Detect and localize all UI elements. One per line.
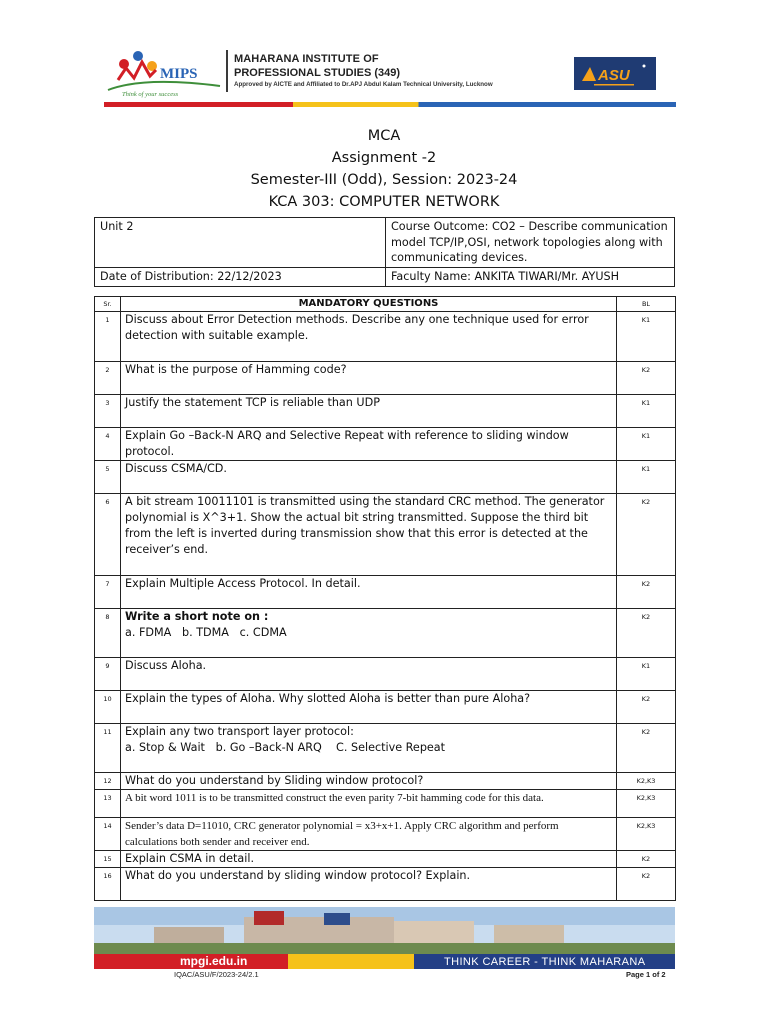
- assignment-title: Assignment -2: [331, 150, 437, 166]
- institute-name-line1: MAHARANA INSTITUTE OF: [234, 53, 379, 65]
- question-text: [121, 724, 617, 773]
- question-text: Explain Go –Back-N ARQ and Selective Repeat with reference to sliding window protocol.: [121, 428, 617, 461]
- table-header-row: [95, 297, 676, 312]
- question-text: Explain CSMA in detail.: [121, 851, 617, 868]
- question-text: Discuss CSMA/CD.: [121, 461, 617, 494]
- question-number: 13: [95, 790, 121, 818]
- bloom-level: K1: [617, 428, 676, 461]
- question-text: What is the purpose of Hamming code?: [121, 362, 617, 395]
- question-text: Justify the statement TCP is reliable than UDP: [121, 395, 617, 428]
- question-row: [95, 691, 676, 724]
- question-row: [95, 868, 676, 901]
- date-cell: Date of Distribution: 22/12/2023: [95, 268, 386, 287]
- question-number: 9: [95, 658, 121, 691]
- bloom-level: K1: [617, 461, 676, 494]
- program-title: MCA: [367, 128, 401, 144]
- bloom-level: K1: [617, 658, 676, 691]
- bl-header: BL: [617, 297, 676, 312]
- unit-cell: Unit 2: [95, 218, 386, 268]
- faculty-cell: Faculty Name: ANKITA TIWARI/Mr. AYUSH: [386, 268, 675, 287]
- question-text: What do you understand by sliding window protocol? Explain.: [121, 868, 617, 901]
- question-number: 6: [95, 494, 121, 576]
- question-options: a. FDMA b. TDMA c. CDMA: [125, 626, 287, 639]
- question-text: A bit stream 10011101 is transmitted using the standard CRC method. The generator polynomial is X^3+1. Show the actual bit string transmitted. Suppose the third bit from the left is inverted during transmission show that this error is detected at the receiver’s end.: [121, 494, 617, 576]
- question-text: Sender’s data D=11010, CRC generator polynomial = x3+x+1. Apply CRC algorithm and perform calculations both sender and receiver end.: [121, 818, 617, 851]
- bloom-level: K2,K3: [617, 790, 676, 818]
- question-number: 8: [95, 609, 121, 658]
- question-heading: Write a short note on :: [125, 610, 269, 623]
- bloom-level: K2: [617, 576, 676, 609]
- question-heading: Explain any two transport layer protocol:: [125, 725, 354, 738]
- approval-text: Approved by AICTE and Affiliated to Dr.APJ Abdul Kalam Technical University, Lucknow: [234, 81, 493, 88]
- question-row: [95, 494, 676, 576]
- question-row: [95, 658, 676, 691]
- bloom-level: K2,K3: [617, 773, 676, 790]
- course-code-title: KCA 303: COMPUTER NETWORK: [268, 194, 500, 210]
- institute-name-line2: PROFESSIONAL STUDIES (349): [234, 67, 401, 79]
- question-number: 7: [95, 576, 121, 609]
- question-number: 4: [95, 428, 121, 461]
- question-row: [95, 395, 676, 428]
- bloom-level: K2: [617, 851, 676, 868]
- bloom-level: K2: [617, 691, 676, 724]
- bloom-level: K2,K3: [617, 818, 676, 851]
- question-number: 1: [95, 312, 121, 362]
- document-reference: IQAC/ASU/F/2023-24/2.1: [174, 970, 259, 979]
- question-row: [95, 461, 676, 494]
- question-options: a. Stop & Wait b. Go –Back-N ARQ C. Selective Repeat: [125, 741, 446, 754]
- bloom-level: K2: [617, 494, 676, 576]
- question-row: [95, 818, 676, 851]
- question-number: 3: [95, 395, 121, 428]
- question-number: 14: [95, 818, 121, 851]
- bloom-level: K2: [617, 609, 676, 658]
- question-number: 11: [95, 724, 121, 773]
- page-number: Page 1 of 2: [626, 970, 666, 979]
- header-divider: [226, 50, 228, 92]
- campus-image: [94, 907, 675, 955]
- question-row: [95, 312, 676, 362]
- bloom-level: K2: [617, 362, 676, 395]
- question-number: 10: [95, 691, 121, 724]
- question-text: Explain Multiple Access Protocol. In detail.: [121, 576, 617, 609]
- question-row: [95, 773, 676, 790]
- question-text: What do you understand by Sliding window protocol?: [121, 773, 617, 790]
- question-text: Explain the types of Aloha. Why slotted Aloha is better than pure Aloha?: [121, 691, 617, 724]
- svg-text:ASU: ASU: [598, 67, 630, 84]
- question-number: 15: [95, 851, 121, 868]
- bloom-level: K2: [617, 724, 676, 773]
- bloom-level: K1: [617, 312, 676, 362]
- questions-header: MANDATORY QUESTIONS: [121, 297, 617, 312]
- question-text: Discuss Aloha.: [121, 658, 617, 691]
- question-row: [95, 851, 676, 868]
- question-text: A bit word 1011 is to be transmitted construct the even parity 7-bit hamming code for this data.: [121, 790, 617, 818]
- website-link[interactable]: mpgi.edu.in: [180, 954, 248, 968]
- question-text: Discuss about Error Detection methods. Describe any one technique used for error detection with suitable example.: [121, 312, 617, 362]
- svg-text:Think of your success: Think of your success: [122, 91, 179, 98]
- mips-logo: [104, 46, 224, 98]
- question-row: [95, 362, 676, 395]
- question-number: 2: [95, 362, 121, 395]
- course-outcome-cell: Course Outcome: CO2 – Describe communication model TCP/IP,OSI, network topologies along with communicating devices.: [386, 218, 675, 268]
- question-row: [95, 790, 676, 818]
- sr-header: Sr.: [95, 297, 121, 312]
- questions-table: [94, 296, 676, 901]
- asu-logo: [574, 57, 656, 90]
- header-color-bar: [104, 102, 676, 107]
- question-number: 12: [95, 773, 121, 790]
- question-number: 16: [95, 868, 121, 901]
- question-number: 5: [95, 461, 121, 494]
- footer-tagline: THINK CAREER - THINK MAHARANA: [444, 956, 646, 968]
- question-row: [95, 724, 676, 773]
- question-row: [95, 609, 676, 658]
- footer-yellow-bar: [288, 954, 414, 969]
- svg-text:MIPS: MIPS: [160, 66, 198, 82]
- course-info-table: [94, 217, 675, 287]
- question-text: [121, 609, 617, 658]
- question-row: [95, 576, 676, 609]
- bloom-level: K2: [617, 868, 676, 901]
- bloom-level: K1: [617, 395, 676, 428]
- question-row: [95, 428, 676, 461]
- semester-session: Semester-III (Odd), Session: 2023-24: [250, 172, 518, 188]
